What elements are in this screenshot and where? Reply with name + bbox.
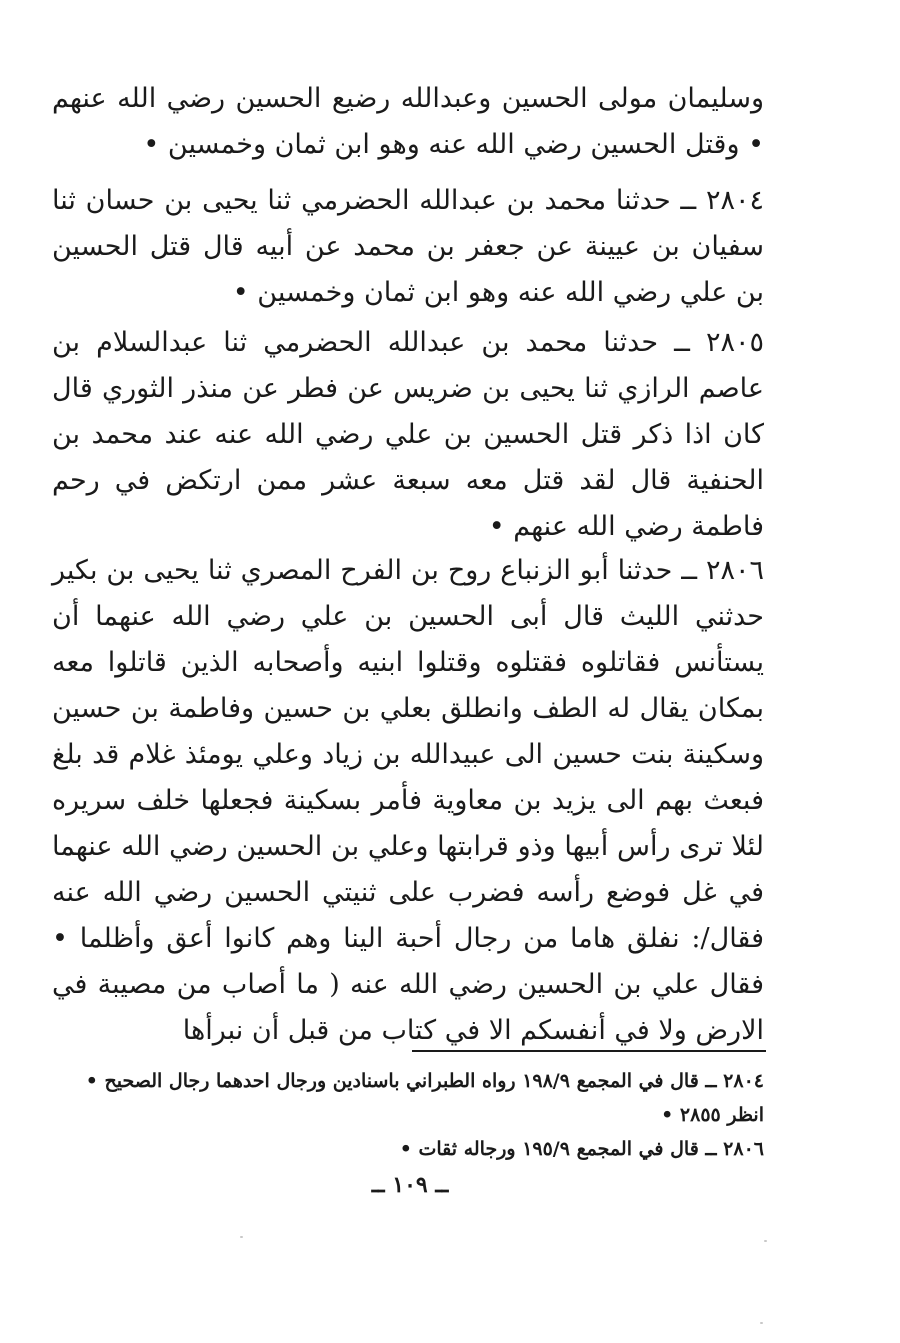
footnote-separator — [412, 1050, 766, 1052]
hadith-2804-paragraph: ٢٨٠٤ ــ حدثنا محمد بن عبدالله الحضرمي ثنا يحيى بن حسان ثنا سفيان بن عيينة عن جعفر بن محمد عن أبيه قال قتل الحسين بن علي رضي الله عنه وهو ابن ثمان وخمسين • — [52, 185, 764, 308]
footnotes — [52, 1064, 764, 1166]
scan-speck — [760, 1322, 763, 1324]
hadith-2806-paragraph: ٢٨٠٦ ــ حدثنا أبو الزنباع روح بن الفرح المصري ثنا يحيى بن بكير حدثني الليث قال أبى الحسين بن علي رضي الله عنهما أن يستأنس فقاتلوه فقتلوه وقتلوا ابنيه وأصحابه الذين قاتلوا معه بمكان يقال له الطف وانطلق بعلي بن حسين وفاطمة بن حسين وسكينة بنت حسين الى عبيدالله بن زياد وعلي يومئذ غلام قد بلغ فبعث بهم الى يزيد بن معاوية فأمر بسكينة فجعلها خلف سريره لئلا ترى رأس أبيها وذو قرابتها وعلي بن الحسين رضي الله عنهما في غل فوضع رأسه فضرب على ثنيتي الحسين رضي الله عنه فقال/: نفلق هاما من رجال أحبة الينا وهم كانوا أعق وأظلما • فقال علي بن الحسين رضي الله عنه ( ما أصاب من مصيبة في الارض ولا في أنفسكم الا في كتاب من قبل أن نبرأها — [52, 555, 764, 1046]
intro-paragraph: وسليمان مولى الحسين وعبدالله رضيع الحسين رضي الله عنهم • وقتل الحسين رضي الله عنه وهو ابن ثمان وخمسين • — [52, 83, 764, 160]
scan-speck — [764, 1240, 767, 1242]
hadith-2805-paragraph: ٢٨٠٥ ــ حدثنا محمد بن عبدالله الحضرمي ثنا عبدالسلام بن عاصم الرازي ثنا يحيى بن ضريس عن فطر عن منذر الثوري قال كان اذا ذكر قتل الحسين بن علي رضي الله عنه عند محمد بن الحنفية قال لقد قتل معه سبعة عشر ممن ارتكض في رحم فاطمة رضي الله عنهم • — [52, 327, 764, 542]
scan-speck — [240, 1236, 243, 1238]
footnote-2804: ٢٨٠٤ ــ قال في المجمع ١٩٨/٩ رواه الطبراني باسنادين ورجال احدهما رجال الصحيح • انظر ٢٨٥٥ • — [85, 1070, 764, 1126]
page-number: ــ ١٠٩ ــ — [371, 1172, 449, 1198]
footnote-2806: ٢٨٠٦ ــ قال في المجمع ١٩٥/٩ ورجاله ثقات • — [399, 1138, 764, 1160]
